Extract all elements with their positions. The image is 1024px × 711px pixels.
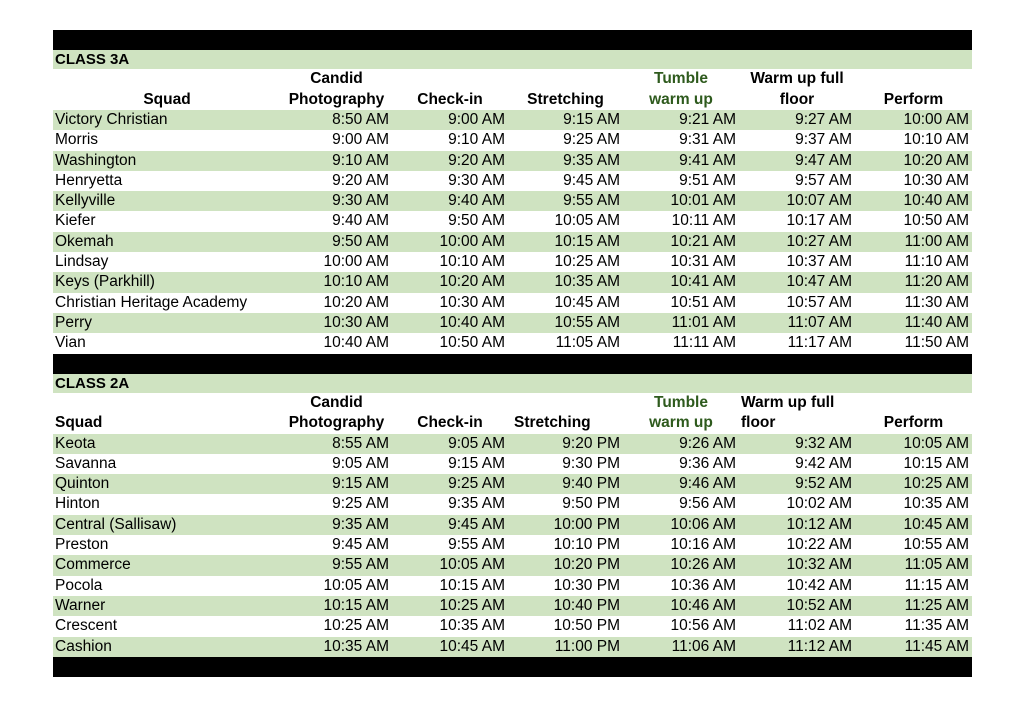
header-perform: [855, 393, 972, 434]
header-line: floor: [741, 414, 776, 432]
header-line: Warm up full: [741, 393, 835, 411]
squad-name: Pocola: [55, 576, 103, 594]
squad-name: Morris: [55, 131, 99, 149]
time-check-in: 9:25 AM: [448, 475, 505, 493]
time-check-in: 10:40 AM: [439, 313, 505, 331]
time-stretching: 9:45 AM: [563, 171, 620, 189]
time-perform: 11:45 AM: [904, 637, 969, 655]
time-check-in: 10:00 AM: [439, 232, 505, 250]
time-tumble-warm-up: 11:01 AM: [671, 313, 736, 331]
header-check-in: [392, 69, 508, 110]
table-row: [53, 596, 972, 616]
time-check-in: 9:50 AM: [448, 212, 505, 230]
time-stretching: 9:20 PM: [562, 434, 620, 452]
time-check-in: 10:35 AM: [439, 617, 505, 635]
time-candid-photography: 9:10 AM: [332, 151, 389, 169]
time-candid-photography: 9:20 AM: [332, 171, 389, 189]
class-2a-rows: [53, 434, 972, 657]
time-warm-up-full-floor: 11:07 AM: [787, 313, 852, 331]
squad-name: Christian Heritage Academy: [55, 293, 248, 311]
time-warm-up-full-floor: 10:12 AM: [786, 515, 852, 533]
table-row: [53, 333, 972, 353]
header-squad: [53, 69, 281, 110]
header-line: warm up: [649, 414, 713, 432]
time-candid-photography: 8:50 AM: [332, 111, 389, 128]
time-check-in: 9:10 AM: [448, 131, 505, 149]
time-warm-up-full-floor: 10:52 AM: [786, 596, 852, 614]
time-perform: 10:20 AM: [903, 151, 969, 169]
header-candid-photography: [281, 69, 392, 110]
squad-name: Washington: [55, 151, 137, 169]
header-line: floor: [779, 90, 815, 108]
time-candid-photography: 10:30 AM: [323, 313, 389, 331]
time-tumble-warm-up: 9:21 AM: [679, 111, 736, 128]
time-candid-photography: 10:15 AM: [323, 596, 389, 614]
squad-name: Quinton: [55, 475, 110, 493]
time-perform: 10:25 AM: [903, 475, 969, 493]
class-3a-header-row: [53, 69, 972, 110]
time-warm-up-full-floor: 10:32 AM: [786, 556, 852, 574]
time-perform: 11:15 AM: [904, 576, 969, 594]
squad-name: Lindsay: [55, 253, 109, 271]
table-row: [53, 313, 972, 333]
time-tumble-warm-up: 9:56 AM: [679, 495, 736, 513]
time-check-in: 9:55 AM: [448, 536, 505, 554]
table-row: [53, 637, 972, 657]
time-stretching: 10:55 AM: [554, 313, 620, 331]
time-candid-photography: 9:25 AM: [332, 495, 389, 513]
squad-name: Vian: [55, 334, 86, 352]
time-warm-up-full-floor: 10:42 AM: [786, 576, 852, 594]
time-tumble-warm-up: 10:11 AM: [671, 212, 736, 230]
time-stretching: 10:15 AM: [554, 232, 620, 250]
squad-name: Central (Sallisaw): [55, 515, 177, 533]
squad-name: Victory Christian: [55, 111, 168, 128]
time-stretching: 9:35 AM: [563, 151, 620, 169]
squad-name: Cashion: [55, 637, 112, 655]
header-perform: [855, 69, 972, 110]
time-perform: 10:05 AM: [903, 434, 969, 452]
time-perform: 10:55 AM: [903, 536, 969, 554]
time-tumble-warm-up: 10:31 AM: [670, 253, 736, 271]
squad-name: Crescent: [55, 617, 118, 635]
time-perform: 10:00 AM: [903, 111, 969, 128]
time-tumble-warm-up: 11:11 AM: [672, 334, 736, 352]
squad-name: Commerce: [55, 556, 131, 574]
header-line: Squad: [143, 90, 191, 108]
header-line: Candid: [310, 70, 363, 87]
time-stretching: 10:20 PM: [553, 556, 620, 574]
time-candid-photography: 10:05 AM: [323, 576, 389, 594]
time-candid-photography: 9:50 AM: [332, 232, 389, 250]
time-stretching: 10:10 PM: [553, 536, 620, 554]
header-check-in: [392, 393, 508, 434]
time-tumble-warm-up: 10:26 AM: [670, 556, 736, 574]
time-tumble-warm-up: 10:16 AM: [670, 536, 736, 554]
time-warm-up-full-floor: 10:57 AM: [786, 293, 852, 311]
time-warm-up-full-floor: 9:57 AM: [795, 171, 852, 189]
time-tumble-warm-up: 9:26 AM: [679, 434, 736, 452]
header-warm-up-full-floor: [739, 69, 855, 110]
time-warm-up-full-floor: 10:22 AM: [786, 536, 852, 554]
time-warm-up-full-floor: 9:32 AM: [795, 434, 852, 452]
table-row: [53, 555, 972, 575]
table-row: [53, 454, 972, 474]
time-warm-up-full-floor: 9:47 AM: [795, 151, 852, 169]
time-candid-photography: 10:40 AM: [323, 334, 389, 352]
time-warm-up-full-floor: 10:37 AM: [786, 253, 852, 271]
top-black-bar: [53, 30, 972, 50]
table-row: [53, 535, 972, 555]
header-line: Check-in: [417, 90, 483, 108]
table-row: [53, 232, 972, 252]
time-stretching: 10:45 AM: [554, 293, 620, 311]
header-line: Warm up full: [750, 70, 844, 87]
time-candid-photography: 9:35 AM: [332, 515, 389, 533]
time-stretching: 10:50 PM: [553, 617, 620, 635]
squad-name: Warner: [55, 596, 106, 614]
squad-name: Preston: [55, 536, 109, 554]
time-stretching: 9:30 PM: [562, 454, 620, 472]
time-stretching: 10:05 AM: [554, 212, 620, 230]
time-stretching: 10:25 AM: [554, 253, 620, 271]
squad-name: Keys (Parkhill): [55, 273, 155, 291]
header-line: Tumble: [654, 393, 708, 411]
time-perform: 11:05 AM: [904, 556, 969, 574]
class-2a-header-row: [53, 393, 972, 434]
time-check-in: 10:45 AM: [439, 637, 505, 655]
time-stretching: 10:35 AM: [554, 273, 620, 291]
table-row: [53, 434, 972, 454]
time-perform: 10:15 AM: [903, 454, 969, 472]
header-line: Perform: [883, 90, 944, 108]
time-check-in: 9:05 AM: [448, 434, 505, 452]
time-candid-photography: 10:20 AM: [323, 293, 389, 311]
squad-name: Keota: [55, 434, 96, 452]
time-warm-up-full-floor: 10:27 AM: [786, 232, 852, 250]
time-tumble-warm-up: 9:46 AM: [679, 475, 736, 493]
time-candid-photography: 9:45 AM: [332, 536, 389, 554]
time-check-in: 10:30 AM: [439, 293, 505, 311]
time-check-in: 9:45 AM: [448, 515, 505, 533]
table-row: [53, 576, 972, 596]
time-tumble-warm-up: 10:46 AM: [670, 596, 736, 614]
time-perform: 10:35 AM: [903, 495, 969, 513]
time-check-in: 10:50 AM: [439, 334, 505, 352]
squad-name: Kellyville: [55, 192, 116, 210]
table-row: [53, 211, 972, 231]
time-check-in: 10:05 AM: [439, 556, 505, 574]
time-tumble-warm-up: 10:56 AM: [670, 617, 736, 635]
header-warm-up-full-floor: [739, 393, 855, 434]
schedule-sheet: [53, 30, 972, 677]
time-check-in: 10:20 AM: [439, 273, 505, 291]
squad-name: Henryetta: [55, 171, 123, 189]
time-tumble-warm-up: 10:21 AM: [670, 232, 736, 250]
time-warm-up-full-floor: 10:02 AM: [786, 495, 852, 513]
time-check-in: 9:15 AM: [448, 454, 505, 472]
header-line: Photography: [288, 90, 385, 108]
class-3a-title: CLASS 3A: [53, 50, 972, 69]
header-candid-photography: [281, 393, 392, 434]
table-row: [53, 151, 972, 171]
time-perform: 11:35 AM: [904, 617, 969, 635]
header-line: Stretching: [527, 90, 604, 108]
table-row: [53, 191, 972, 211]
header-line: Stretching: [514, 414, 591, 432]
squad-name: Perry: [55, 313, 93, 331]
time-check-in: 9:20 AM: [448, 151, 505, 169]
header-tumble-warm-up: [623, 393, 739, 434]
table-row: [53, 110, 972, 130]
time-perform: 11:40 AM: [904, 313, 969, 331]
time-warm-up-full-floor: 11:02 AM: [787, 617, 852, 635]
time-tumble-warm-up: 10:41 AM: [670, 273, 736, 291]
header-line: Check-in: [417, 414, 483, 432]
time-perform: 10:45 AM: [903, 515, 969, 533]
time-perform: 10:40 AM: [903, 192, 969, 210]
time-stretching: 10:00 PM: [553, 515, 620, 533]
bottom-black-bar: [53, 657, 972, 677]
time-stretching: 11:05 AM: [555, 334, 620, 352]
squad-name: Savanna: [55, 454, 117, 472]
header-squad: [53, 393, 281, 434]
time-perform: 11:30 AM: [904, 293, 969, 311]
time-warm-up-full-floor: 10:47 AM: [786, 273, 852, 291]
header-line: Tumble: [654, 70, 708, 87]
time-perform: 11:20 AM: [904, 273, 969, 291]
time-stretching: 9:55 AM: [563, 192, 620, 210]
time-warm-up-full-floor: 9:52 AM: [795, 475, 852, 493]
header-line: Squad: [55, 414, 103, 432]
table-row: [53, 272, 972, 292]
time-check-in: 9:30 AM: [448, 171, 505, 189]
header-line: Candid: [310, 393, 363, 411]
time-candid-photography: 8:55 AM: [332, 434, 389, 452]
time-check-in: 9:35 AM: [448, 495, 505, 513]
time-candid-photography: 10:25 AM: [323, 617, 389, 635]
time-warm-up-full-floor: 9:27 AM: [795, 111, 852, 128]
time-stretching: 10:40 PM: [553, 596, 620, 614]
time-check-in: 10:10 AM: [439, 253, 505, 271]
header-stretching: [508, 69, 623, 110]
time-tumble-warm-up: 9:31 AM: [679, 131, 736, 149]
time-warm-up-full-floor: 10:17 AM: [786, 212, 852, 230]
time-perform: 11:50 AM: [904, 334, 969, 352]
table-row: [53, 171, 972, 191]
time-warm-up-full-floor: 10:07 AM: [786, 192, 852, 210]
time-tumble-warm-up: 10:01 AM: [670, 192, 736, 210]
time-stretching: 9:25 AM: [563, 131, 620, 149]
header-line: Photography: [288, 414, 385, 432]
header-tumble-warm-up: [623, 69, 739, 110]
table-row: [53, 515, 972, 535]
time-warm-up-full-floor: 11:12 AM: [787, 637, 852, 655]
time-perform: 10:30 AM: [903, 171, 969, 189]
table-row: [53, 252, 972, 272]
time-perform: 10:50 AM: [903, 212, 969, 230]
header-line: Perform: [883, 414, 944, 432]
time-check-in: 9:40 AM: [448, 192, 505, 210]
time-candid-photography: 9:00 AM: [332, 131, 389, 149]
time-tumble-warm-up: 9:51 AM: [679, 171, 736, 189]
time-perform: 10:10 AM: [903, 131, 969, 149]
time-stretching: 9:40 PM: [562, 475, 620, 493]
table-row: [53, 293, 972, 313]
time-candid-photography: 9:40 AM: [332, 212, 389, 230]
table-row: [53, 474, 972, 494]
time-perform: 11:10 AM: [904, 253, 969, 271]
table-row: [53, 616, 972, 636]
time-stretching: 11:00 PM: [554, 637, 620, 655]
middle-black-bar: [53, 354, 972, 374]
time-warm-up-full-floor: 11:17 AM: [787, 334, 852, 352]
squad-name: Hinton: [55, 495, 100, 513]
time-tumble-warm-up: 9:41 AM: [679, 151, 736, 169]
time-tumble-warm-up: 10:06 AM: [670, 515, 736, 533]
time-candid-photography: 10:10 AM: [323, 273, 389, 291]
time-stretching: 9:50 PM: [562, 495, 620, 513]
time-tumble-warm-up: 9:36 AM: [679, 454, 736, 472]
table-row: [53, 494, 972, 514]
time-check-in: 10:15 AM: [439, 576, 505, 594]
time-perform: 11:00 AM: [904, 232, 969, 250]
time-warm-up-full-floor: 9:42 AM: [795, 454, 852, 472]
time-check-in: 10:25 AM: [439, 596, 505, 614]
table-row: [53, 130, 972, 150]
header-line: warm up: [649, 90, 713, 108]
time-stretching: 10:30 PM: [553, 576, 620, 594]
time-candid-photography: 9:55 AM: [332, 556, 389, 574]
time-warm-up-full-floor: 9:37 AM: [795, 131, 852, 149]
class-2a-section: [53, 374, 972, 657]
time-tumble-warm-up: 10:36 AM: [670, 576, 736, 594]
time-perform: 11:25 AM: [904, 596, 969, 614]
time-tumble-warm-up: 11:06 AM: [671, 637, 736, 655]
class-3a-section: [53, 50, 972, 354]
header-stretching: [508, 393, 623, 434]
time-stretching: 9:15 AM: [563, 111, 620, 128]
time-candid-photography: 9:15 AM: [332, 475, 389, 493]
squad-name: Kiefer: [55, 212, 96, 230]
time-check-in: 9:00 AM: [448, 111, 505, 128]
time-candid-photography: 9:30 AM: [332, 192, 389, 210]
time-candid-photography: 10:35 AM: [323, 637, 389, 655]
time-candid-photography: 10:00 AM: [323, 253, 389, 271]
squad-name: Okemah: [55, 232, 114, 250]
class-2a-title: CLASS 2A: [53, 374, 972, 393]
time-tumble-warm-up: 10:51 AM: [670, 293, 736, 311]
time-candid-photography: 9:05 AM: [332, 454, 389, 472]
class-3a-rows: [53, 110, 972, 354]
